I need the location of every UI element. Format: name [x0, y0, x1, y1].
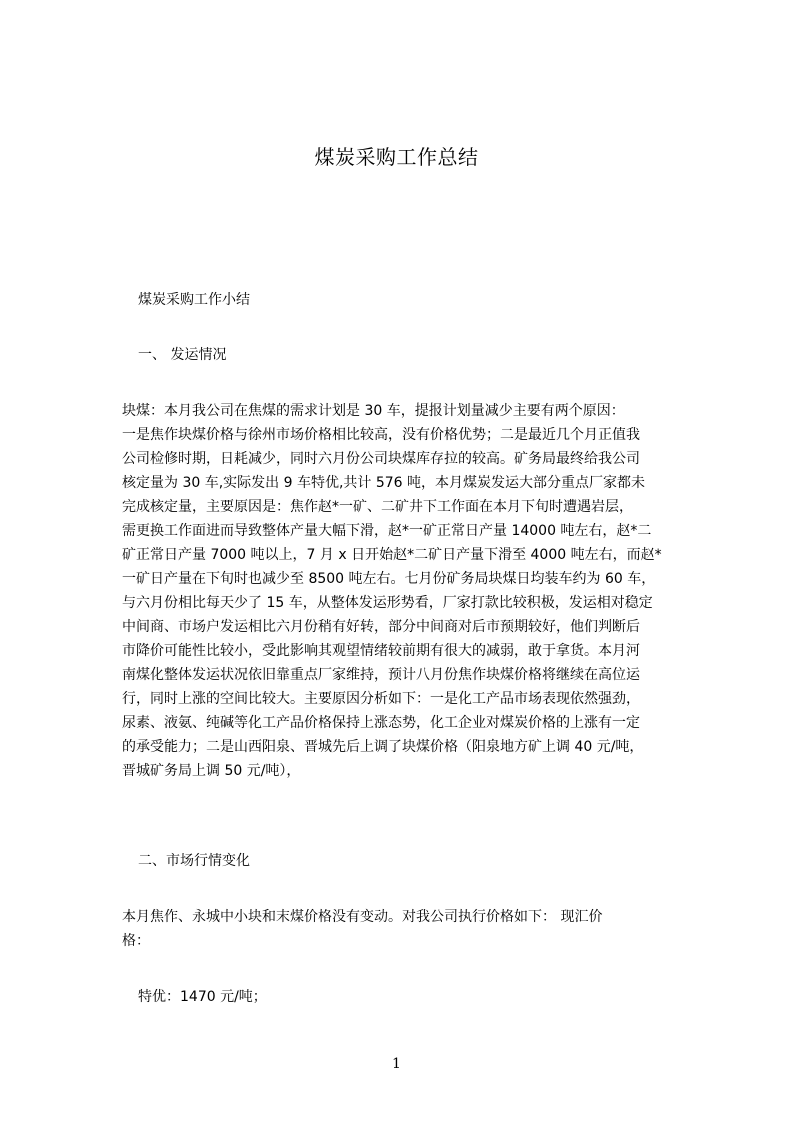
paragraph-line: 一矿日产量在下旬时也减少至 8500 吨左右。七月份矿务局块煤日均装车约为 60 车， [122, 571, 656, 587]
paragraph-line: 需更换工作面进而导致整体产量大幅下滑，赵*一矿正常日产量 14000 吨左右，赵*二 [122, 523, 652, 539]
paragraph-line: 南煤化整体发运状况依旧靠重点厂家维持，预计八月份焦作块煤价格将继续在高位运 [122, 667, 640, 683]
paragraph-line: 块煤：本月我公司在焦煤的需求计划是 30 车，提报计划量减少主要有两个原因： [122, 403, 625, 419]
paragraph-line: 核定量为 30 车,实际发出 9 车特优,共计 576 吨，本月煤炭发运大部分重点厂家都未 [122, 475, 646, 491]
paragraph-line: 公司检修时期，日耗减少，同时六月份公司块煤库存拉的较高。矿务局最终给我公司 [122, 451, 640, 467]
section-heading-market: 二、市场行情变化 [138, 853, 250, 869]
paragraph-line: 市降价可能性比较小，受此影响其观望情绪较前期有很大的减弱，敢于拿货。本月河 [122, 643, 640, 659]
paragraph-line: 尿素、液氨、纯碱等化工产品价格保持上涨态势，化工企业对煤炭价格的上涨有一定 [122, 715, 640, 731]
paragraph-line: 的承受能力；二是山西阳泉、晋城先后上调了块煤价格（阳泉地方矿上调 40 元/吨， [122, 739, 644, 755]
paragraph-line: 本月焦作、永城中小块和末煤价格没有变动。对我公司执行价格如下： 现汇价 [122, 909, 603, 925]
document-title: 煤炭采购工作总结 [314, 145, 479, 169]
section-heading-shipping: 一、 发运情况 [138, 347, 227, 363]
paragraph-line: 晋城矿务局上调 50 元/吨）， [122, 763, 301, 779]
paragraph-line: 与六月份相比每天少了 15 车，从整体发运形势看，厂家打款比较积极，发运相对稳定 [122, 595, 653, 611]
document-subtitle: 煤炭采购工作小结 [138, 292, 250, 308]
paragraph-line: 一是焦作块煤价格与徐州市场价格相比较高，没有价格优势；二是最近几个月正值我 [122, 427, 640, 443]
paragraph-line: 矿正常日产量 7000 吨以上，7 月 x 日开始赵*二矿日产量下滑至 4000 吨左右，而赵* [122, 547, 662, 563]
paragraph-line: 行，同时上涨的空间比较大。主要原因分析如下：一是化工产品市场表现依然强劲， [122, 691, 640, 707]
paragraph-line: 完成核定量，主要原因是：焦作赵*一矿、二矿井下工作面在本月下旬时遭遇岩层， [122, 499, 633, 515]
page-number: 1 [392, 1056, 401, 1072]
paragraph-line: 格： [122, 933, 150, 949]
price-line: 特优：1470 元/吨； [138, 989, 267, 1005]
paragraph-line: 中间商、市场户发运相比六月份稍有好转，部分中间商对后市预期较好，他们判断后 [122, 619, 640, 635]
